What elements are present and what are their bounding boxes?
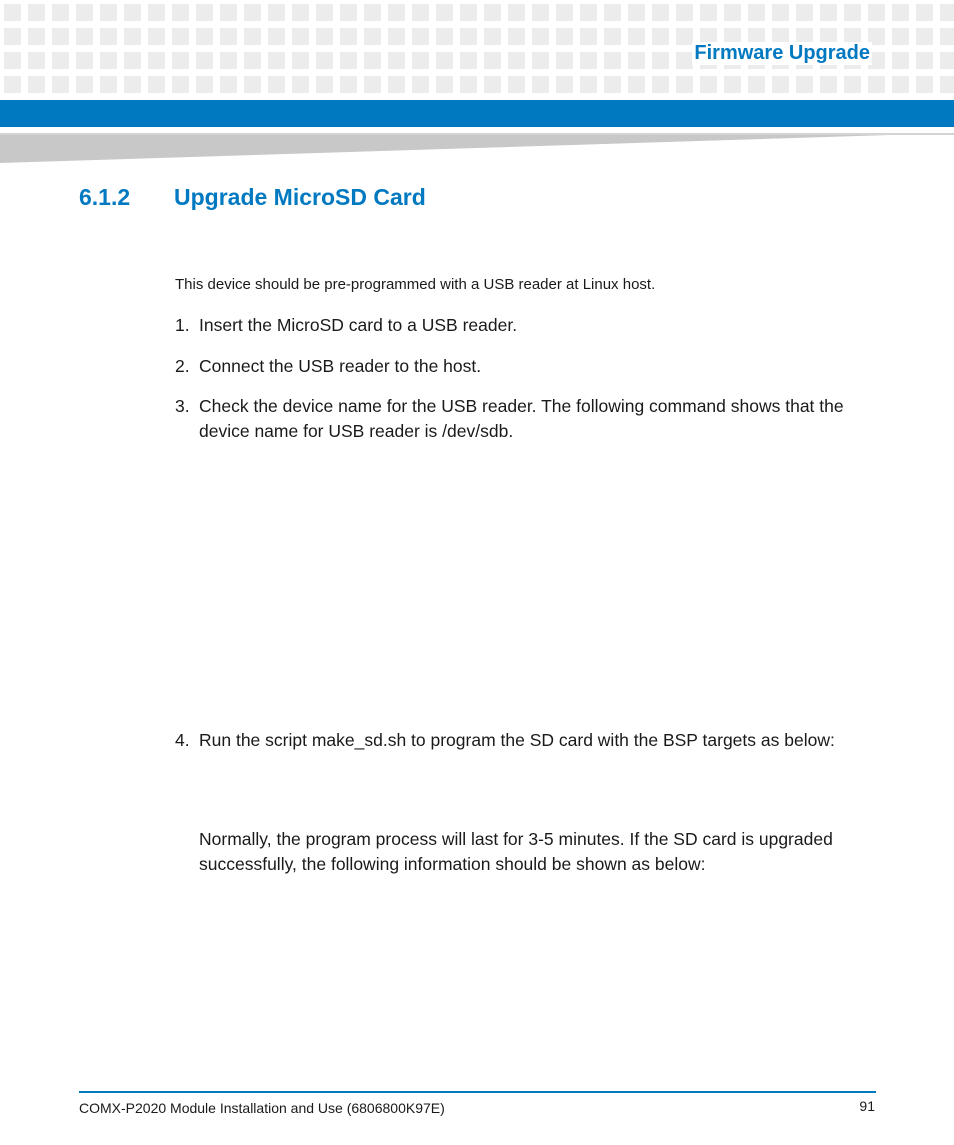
pattern-square xyxy=(676,52,693,69)
pattern-square xyxy=(460,76,477,93)
pattern-square xyxy=(340,28,357,45)
step-text: Check the device name for the USB reader. The following command shows that the device name for USB reader is /dev/sdb. xyxy=(199,396,844,441)
pattern-square xyxy=(484,28,501,45)
pattern-square xyxy=(916,4,933,21)
pattern-square xyxy=(244,76,261,93)
pattern-square xyxy=(172,4,189,21)
pattern-square xyxy=(340,4,357,21)
pattern-square xyxy=(172,28,189,45)
pattern-square xyxy=(244,4,261,21)
step-text: Connect the USB reader to the host. xyxy=(199,356,482,376)
pattern-square xyxy=(916,28,933,45)
pattern-square xyxy=(220,28,237,45)
pattern-square xyxy=(748,4,765,21)
pattern-square xyxy=(364,4,381,21)
pattern-square xyxy=(580,28,597,45)
pattern-square xyxy=(892,4,909,21)
pattern-square xyxy=(532,76,549,93)
pattern-square xyxy=(436,28,453,45)
step-text: Run the script make_sd.sh to program the SD card with the BSP targets as below: xyxy=(199,730,835,750)
pattern-square xyxy=(196,52,213,69)
pattern-square xyxy=(268,28,285,45)
step-number: 4. xyxy=(175,730,190,750)
header-gray-wedge xyxy=(0,127,954,163)
pattern-square xyxy=(28,52,45,69)
pattern-square xyxy=(436,52,453,69)
pattern-square xyxy=(148,76,165,93)
pattern-square xyxy=(412,52,429,69)
pattern-square xyxy=(28,28,45,45)
pattern-square xyxy=(820,4,837,21)
pattern-square xyxy=(412,76,429,93)
pattern-square xyxy=(892,76,909,93)
running-header-title: Firmware Upgrade xyxy=(694,42,870,64)
pattern-square xyxy=(604,4,621,21)
pattern-square xyxy=(700,4,717,21)
pattern-square xyxy=(676,76,693,93)
pattern-square xyxy=(172,52,189,69)
pattern-square xyxy=(556,4,573,21)
pattern-square xyxy=(484,4,501,21)
pattern-square xyxy=(220,4,237,21)
pattern-square xyxy=(508,28,525,45)
pattern-square xyxy=(172,76,189,93)
pattern-square xyxy=(268,4,285,21)
pattern-square xyxy=(724,4,741,21)
pattern-square xyxy=(76,28,93,45)
pattern-square xyxy=(628,52,645,69)
pattern-square xyxy=(676,4,693,21)
pattern-square xyxy=(4,28,21,45)
pattern-square xyxy=(124,28,141,45)
pattern-square xyxy=(100,4,117,21)
footer-rule xyxy=(79,1091,876,1093)
pattern-square xyxy=(772,4,789,21)
pattern-square xyxy=(724,76,741,93)
header-blue-bar xyxy=(0,100,954,127)
pattern-square xyxy=(292,28,309,45)
pattern-square xyxy=(844,76,861,93)
pattern-square xyxy=(52,52,69,69)
pattern-square xyxy=(220,76,237,93)
note-paragraph: Normally, the program process will last for 3-5 minutes. If the SD card is upgraded successfully, the following information should be shown as below: xyxy=(199,829,833,874)
pattern-square xyxy=(148,4,165,21)
pattern-square xyxy=(292,4,309,21)
pattern-square xyxy=(556,28,573,45)
pattern-square xyxy=(484,76,501,93)
pattern-square xyxy=(940,52,954,69)
pattern-square xyxy=(508,52,525,69)
pattern-square xyxy=(316,28,333,45)
pattern-square xyxy=(316,4,333,21)
pattern-square xyxy=(796,76,813,93)
pattern-square xyxy=(772,76,789,93)
pattern-square xyxy=(652,76,669,93)
pattern-square xyxy=(196,76,213,93)
pattern-square xyxy=(532,4,549,21)
pattern-square xyxy=(316,52,333,69)
pattern-square xyxy=(124,52,141,69)
pattern-square xyxy=(388,4,405,21)
intro-paragraph: This device should be pre-programmed with a USB reader at Linux host. xyxy=(175,276,656,293)
pattern-square xyxy=(604,52,621,69)
pattern-square xyxy=(52,4,69,21)
pattern-square xyxy=(436,4,453,21)
pattern-square xyxy=(52,76,69,93)
pattern-square xyxy=(4,76,21,93)
pattern-square xyxy=(148,52,165,69)
pattern-square xyxy=(4,52,21,69)
pattern-square xyxy=(916,76,933,93)
pattern-square xyxy=(628,4,645,21)
pattern-square xyxy=(892,28,909,45)
pattern-square xyxy=(364,28,381,45)
pattern-square xyxy=(100,52,117,69)
step-number: 2. xyxy=(175,356,190,376)
pattern-square xyxy=(388,76,405,93)
pattern-square xyxy=(892,52,909,69)
pattern-square xyxy=(508,4,525,21)
pattern-square xyxy=(532,52,549,69)
pattern-square xyxy=(316,76,333,93)
pattern-square xyxy=(532,28,549,45)
pattern-square xyxy=(700,76,717,93)
pattern-square xyxy=(580,4,597,21)
pattern-square xyxy=(628,76,645,93)
pattern-square xyxy=(52,28,69,45)
footer-page-number: 91 xyxy=(859,1098,875,1114)
pattern-square xyxy=(244,28,261,45)
step-text: Insert the MicroSD card to a USB reader. xyxy=(199,315,518,335)
pattern-square xyxy=(508,76,525,93)
pattern-square xyxy=(844,4,861,21)
pattern-square xyxy=(196,28,213,45)
pattern-square xyxy=(364,76,381,93)
pattern-square xyxy=(940,76,954,93)
pattern-square xyxy=(412,28,429,45)
pattern-square xyxy=(748,76,765,93)
pattern-square xyxy=(796,4,813,21)
pattern-square xyxy=(196,4,213,21)
pattern-square xyxy=(604,28,621,45)
pattern-square xyxy=(76,76,93,93)
step-number: 1. xyxy=(175,315,190,335)
pattern-square xyxy=(100,28,117,45)
pattern-square xyxy=(76,52,93,69)
pattern-square xyxy=(292,52,309,69)
pattern-square xyxy=(76,4,93,21)
pattern-square xyxy=(4,4,21,21)
pattern-square xyxy=(148,28,165,45)
pattern-square xyxy=(556,52,573,69)
section-number: 6.1.2 xyxy=(79,184,131,210)
pattern-square xyxy=(28,76,45,93)
pattern-square xyxy=(652,28,669,45)
pattern-square xyxy=(124,76,141,93)
pattern-square xyxy=(940,28,954,45)
pattern-square xyxy=(484,52,501,69)
pattern-square xyxy=(364,52,381,69)
pattern-square xyxy=(28,4,45,21)
pattern-square xyxy=(676,28,693,45)
pattern-square xyxy=(268,76,285,93)
pattern-square xyxy=(556,76,573,93)
pattern-square xyxy=(100,76,117,93)
pattern-square xyxy=(940,4,954,21)
pattern-square xyxy=(820,76,837,93)
pattern-square xyxy=(268,52,285,69)
pattern-square xyxy=(388,52,405,69)
pattern-square xyxy=(460,28,477,45)
pattern-square xyxy=(460,52,477,69)
step-number: 3. xyxy=(175,396,190,416)
pattern-square xyxy=(388,28,405,45)
pattern-square xyxy=(580,52,597,69)
pattern-square xyxy=(604,76,621,93)
pattern-square xyxy=(244,52,261,69)
pattern-square xyxy=(412,4,429,21)
pattern-square xyxy=(652,4,669,21)
pattern-square xyxy=(292,76,309,93)
pattern-square xyxy=(580,76,597,93)
pattern-square xyxy=(628,28,645,45)
pattern-square xyxy=(340,76,357,93)
pattern-square xyxy=(220,52,237,69)
footer-document-title: COMX-P2020 Module Installation and Use (6806800K97E) xyxy=(79,1100,445,1116)
pattern-square xyxy=(916,52,933,69)
pattern-square xyxy=(868,4,885,21)
pattern-square xyxy=(124,4,141,21)
pattern-square xyxy=(436,76,453,93)
pattern-square xyxy=(460,4,477,21)
pattern-square xyxy=(340,52,357,69)
pattern-square xyxy=(868,76,885,93)
pattern-square xyxy=(652,52,669,69)
section-title: Upgrade MicroSD Card xyxy=(174,184,426,210)
